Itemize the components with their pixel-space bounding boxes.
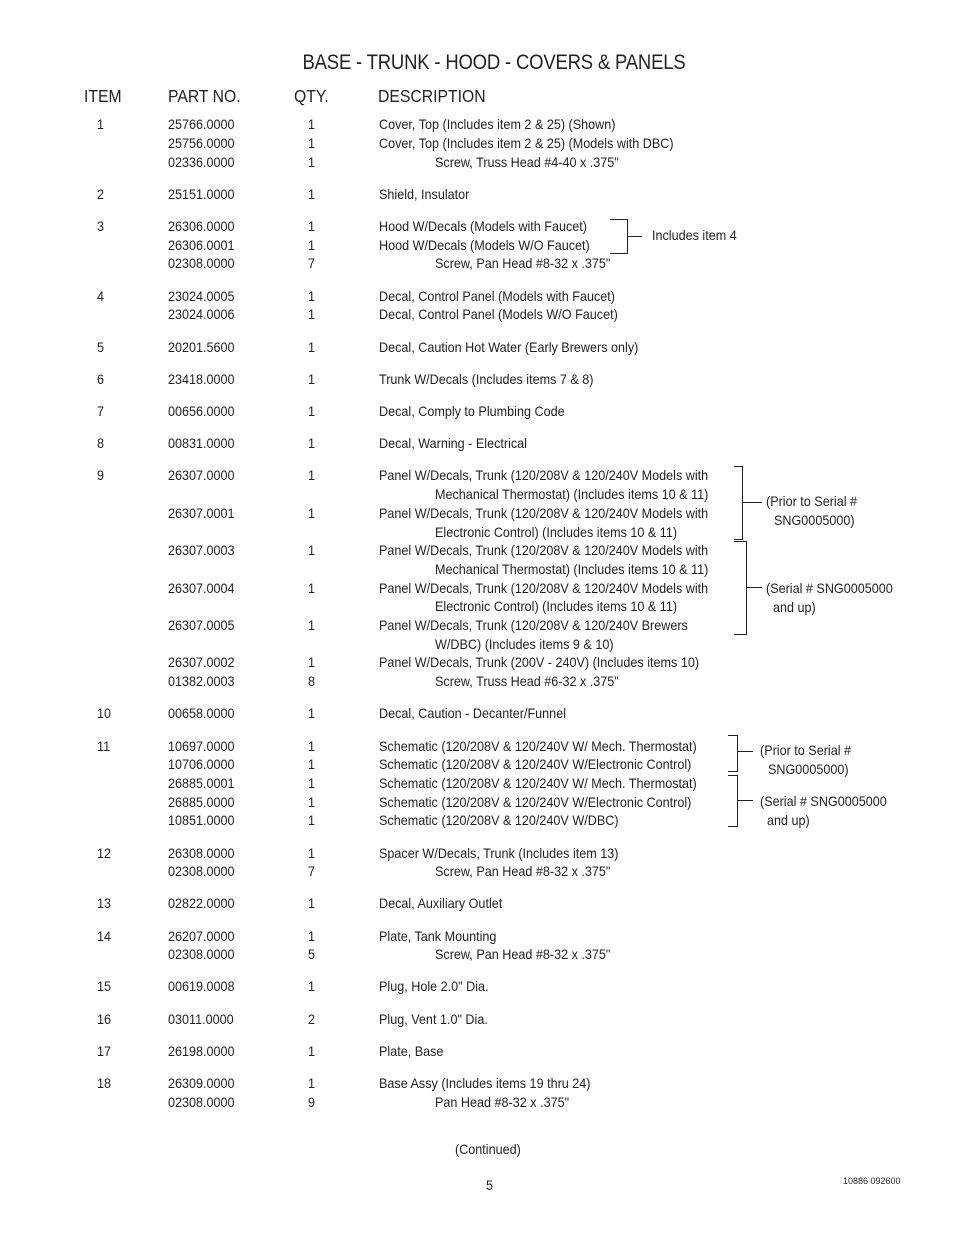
quantity: 2 xyxy=(308,1011,316,1027)
header-qty: QTY. xyxy=(294,86,329,106)
description: Cover, Top (Includes item 2 & 25) (Shown) xyxy=(379,116,616,132)
description: Plate, Tank Mounting xyxy=(379,928,497,944)
part-number: 25766.0000 xyxy=(168,116,235,132)
part-number: 26307.0001 xyxy=(168,505,235,521)
description: Screw, Pan Head #8-32 x .375" xyxy=(435,946,611,962)
part-number: 02336.0000 xyxy=(168,154,235,170)
note-includes-item-4: Includes item 4 xyxy=(652,227,737,243)
description: Schematic (120/208V & 120/240V W/Electronic Control) xyxy=(379,794,692,810)
description: Panel W/Decals, Trunk (120/208V & 120/240V Models with xyxy=(379,467,709,483)
part-number: 10697.0000 xyxy=(168,738,235,754)
bracket-hood-tick xyxy=(627,236,642,237)
item-number: 9 xyxy=(97,467,105,483)
description: Mechanical Thermostat) (Includes items 10 & 11) xyxy=(435,561,709,577)
part-number: 26309.0000 xyxy=(168,1075,235,1091)
quantity: 1 xyxy=(308,306,316,322)
description: Base Assy (Includes items 19 thru 24) xyxy=(379,1075,591,1091)
part-number: 23024.0006 xyxy=(168,306,235,322)
item-number: 10 xyxy=(97,705,112,721)
quantity: 1 xyxy=(308,580,316,596)
quantity: 1 xyxy=(308,895,316,911)
part-number: 02308.0000 xyxy=(168,255,235,271)
note-schematic-serial-2: and up) xyxy=(767,812,810,828)
description: Screw, Truss Head #4-40 x .375" xyxy=(435,154,619,170)
item-number: 15 xyxy=(97,978,112,994)
item-number: 4 xyxy=(97,288,105,304)
description: Decal, Caution Hot Water (Early Brewers only) xyxy=(379,339,639,355)
description: Electronic Control) (Includes items 10 & 11) xyxy=(435,524,678,540)
item-number: 16 xyxy=(97,1011,112,1027)
description: Decal, Control Panel (Models W/O Faucet) xyxy=(379,306,618,322)
quantity: 1 xyxy=(308,1075,316,1091)
header-description: DESCRIPTION xyxy=(378,86,486,106)
item-number: 7 xyxy=(97,403,105,419)
document-code: 10886 092600 xyxy=(843,1176,901,1186)
part-number: 26307.0004 xyxy=(168,580,235,596)
part-number: 26308.0000 xyxy=(168,845,235,861)
description: Hood W/Decals (Models with Faucet) xyxy=(379,218,587,234)
part-number: 26306.0001 xyxy=(168,237,235,253)
description: Screw, Pan Head #8-32 x .375" xyxy=(435,255,611,271)
bracket-panel-prior xyxy=(734,466,743,540)
quantity: 1 xyxy=(308,845,316,861)
description: Schematic (120/208V & 120/240V W/ Mech. Thermostat) xyxy=(379,738,697,754)
item-number: 12 xyxy=(97,845,112,861)
part-number: 00619.0008 xyxy=(168,978,235,994)
note-panel-serial-2: and up) xyxy=(773,599,816,615)
bracket-schematic-prior-tick xyxy=(737,751,753,752)
item-number: 6 xyxy=(97,371,105,387)
bracket-schematic-prior xyxy=(728,735,738,772)
part-number: 26885.0001 xyxy=(168,775,235,791)
note-schematic-serial-1: (Serial # SNG0005000 xyxy=(760,793,887,809)
description: Decal, Caution - Decanter/Funnel xyxy=(379,705,567,721)
item-number: 11 xyxy=(97,738,111,754)
header-part-no: PART NO. xyxy=(168,86,241,106)
description: Panel W/Decals, Trunk (120/208V & 120/240V Models with xyxy=(379,580,709,596)
description: Plug, Vent 1.0" Dia. xyxy=(379,1011,488,1027)
item-number: 3 xyxy=(97,218,105,234)
part-number: 02308.0000 xyxy=(168,1094,235,1110)
quantity: 1 xyxy=(308,186,316,202)
quantity: 8 xyxy=(308,673,316,689)
quantity: 7 xyxy=(308,863,316,879)
bracket-schematic-serial xyxy=(728,775,738,827)
quantity: 1 xyxy=(308,705,316,721)
description: Schematic (120/208V & 120/240V W/ Mech. Thermostat) xyxy=(379,775,697,791)
description: Mechanical Thermostat) (Includes items 10 & 11) xyxy=(435,486,709,502)
quantity: 1 xyxy=(308,135,316,151)
description: Panel W/Decals, Trunk (120/208V & 120/240V Models with xyxy=(379,542,709,558)
part-number: 26207.0000 xyxy=(168,928,235,944)
item-number: 5 xyxy=(97,339,105,355)
quantity: 1 xyxy=(308,288,316,304)
quantity: 1 xyxy=(308,505,316,521)
quantity: 7 xyxy=(308,255,316,271)
part-number: 23418.0000 xyxy=(168,371,235,387)
description: Plate, Base xyxy=(379,1043,444,1059)
description: W/DBC) (Includes items 9 & 10) xyxy=(435,636,614,652)
quantity: 1 xyxy=(308,654,316,670)
part-number: 10706.0000 xyxy=(168,756,235,772)
quantity: 1 xyxy=(308,467,316,483)
quantity: 1 xyxy=(308,794,316,810)
description: Screw, Pan Head #8-32 x .375" xyxy=(435,863,611,879)
header-item: ITEM xyxy=(84,86,122,106)
part-number: 01382.0003 xyxy=(168,673,235,689)
description: Cover, Top (Includes item 2 & 25) (Models with DBC) xyxy=(379,135,674,151)
quantity: 1 xyxy=(308,756,316,772)
quantity: 1 xyxy=(308,237,316,253)
quantity: 1 xyxy=(308,218,316,234)
part-number: 26307.0003 xyxy=(168,542,235,558)
quantity: 1 xyxy=(308,738,316,754)
description: Trunk W/Decals (Includes items 7 & 8) xyxy=(379,371,594,387)
note-panel-prior-1: (Prior to Serial # xyxy=(766,493,858,509)
bracket-panel-prior-tick xyxy=(742,502,762,503)
bracket-hood xyxy=(610,219,628,254)
quantity: 1 xyxy=(308,371,316,387)
quantity: 1 xyxy=(308,978,316,994)
quantity: 1 xyxy=(308,928,316,944)
part-number: 26307.0000 xyxy=(168,467,235,483)
bracket-panel-serial-tick xyxy=(746,587,762,588)
quantity: 1 xyxy=(308,154,316,170)
note-panel-prior-2: SNG0005000) xyxy=(774,512,855,528)
part-number: 23024.0005 xyxy=(168,288,235,304)
part-number: 00656.0000 xyxy=(168,403,235,419)
description: Decal, Auxiliary Outlet xyxy=(379,895,503,911)
part-number: 02308.0000 xyxy=(168,863,235,879)
description: Schematic (120/208V & 120/240V W/DBC) xyxy=(379,812,619,828)
description: Decal, Comply to Plumbing Code xyxy=(379,403,565,419)
part-number: 25151.0000 xyxy=(168,186,235,202)
quantity: 1 xyxy=(308,1043,316,1059)
part-number: 26198.0000 xyxy=(168,1043,235,1059)
part-number: 26307.0002 xyxy=(168,654,235,670)
description: Panel W/Decals, Trunk (200V - 240V) (Includes items 10) xyxy=(379,654,700,670)
bracket-schematic-serial-tick xyxy=(737,800,753,801)
part-number: 10851.0000 xyxy=(168,812,235,828)
page-number: 5 xyxy=(486,1177,494,1193)
description: Electronic Control) (Includes items 10 & 11) xyxy=(435,598,678,614)
item-number: 14 xyxy=(97,928,112,944)
description: Decal, Warning - Electrical xyxy=(379,435,527,451)
quantity: 1 xyxy=(308,542,316,558)
description: Hood W/Decals (Models W/O Faucet) xyxy=(379,237,590,253)
item-number: 2 xyxy=(97,186,105,202)
note-panel-serial-1: (Serial # SNG0005000 xyxy=(766,580,893,596)
part-number: 03011.0000 xyxy=(168,1011,234,1027)
description: Pan Head #8-32 x .375" xyxy=(435,1094,570,1110)
part-number: 00658.0000 xyxy=(168,705,235,721)
description: Schematic (120/208V & 120/240V W/Electronic Control) xyxy=(379,756,692,772)
item-number: 1 xyxy=(97,116,105,132)
quantity: 1 xyxy=(308,812,316,828)
quantity: 1 xyxy=(308,339,316,355)
part-number: 26306.0000 xyxy=(168,218,235,234)
item-number: 13 xyxy=(97,895,112,911)
quantity: 1 xyxy=(308,775,316,791)
quantity: 1 xyxy=(308,435,316,451)
description: Decal, Control Panel (Models with Faucet) xyxy=(379,288,616,304)
part-number: 02308.0000 xyxy=(168,946,235,962)
page-title: BASE - TRUNK - HOOD - COVERS & PANELS xyxy=(302,51,686,74)
part-number: 02822.0000 xyxy=(168,895,235,911)
part-number: 26885.0000 xyxy=(168,794,235,810)
item-number: 18 xyxy=(97,1075,112,1091)
part-number: 00831.0000 xyxy=(168,435,235,451)
description: Panel W/Decals, Trunk (120/208V & 120/240V Brewers xyxy=(379,617,688,633)
part-number: 20201.5600 xyxy=(168,339,235,355)
quantity: 5 xyxy=(308,946,316,962)
quantity: 1 xyxy=(308,116,316,132)
continued-label: (Continued) xyxy=(455,1141,521,1157)
part-number: 26307.0005 xyxy=(168,617,235,633)
quantity: 1 xyxy=(308,403,316,419)
description: Panel W/Decals, Trunk (120/208V & 120/240V Models with xyxy=(379,505,709,521)
quantity: 1 xyxy=(308,617,316,633)
quantity: 9 xyxy=(308,1094,316,1110)
note-schematic-prior-1: (Prior to Serial # xyxy=(760,742,852,758)
description: Screw, Truss Head #6-32 x .375" xyxy=(435,673,619,689)
description: Spacer W/Decals, Trunk (Includes item 13) xyxy=(379,845,619,861)
part-number: 25756.0000 xyxy=(168,135,235,151)
description: Plug, Hole 2.0" Dia. xyxy=(379,978,489,994)
item-number: 8 xyxy=(97,435,105,451)
bracket-panel-serial xyxy=(734,541,747,635)
item-number: 17 xyxy=(97,1043,112,1059)
note-schematic-prior-2: SNG0005000) xyxy=(768,761,849,777)
description: Shield, Insulator xyxy=(379,186,470,202)
